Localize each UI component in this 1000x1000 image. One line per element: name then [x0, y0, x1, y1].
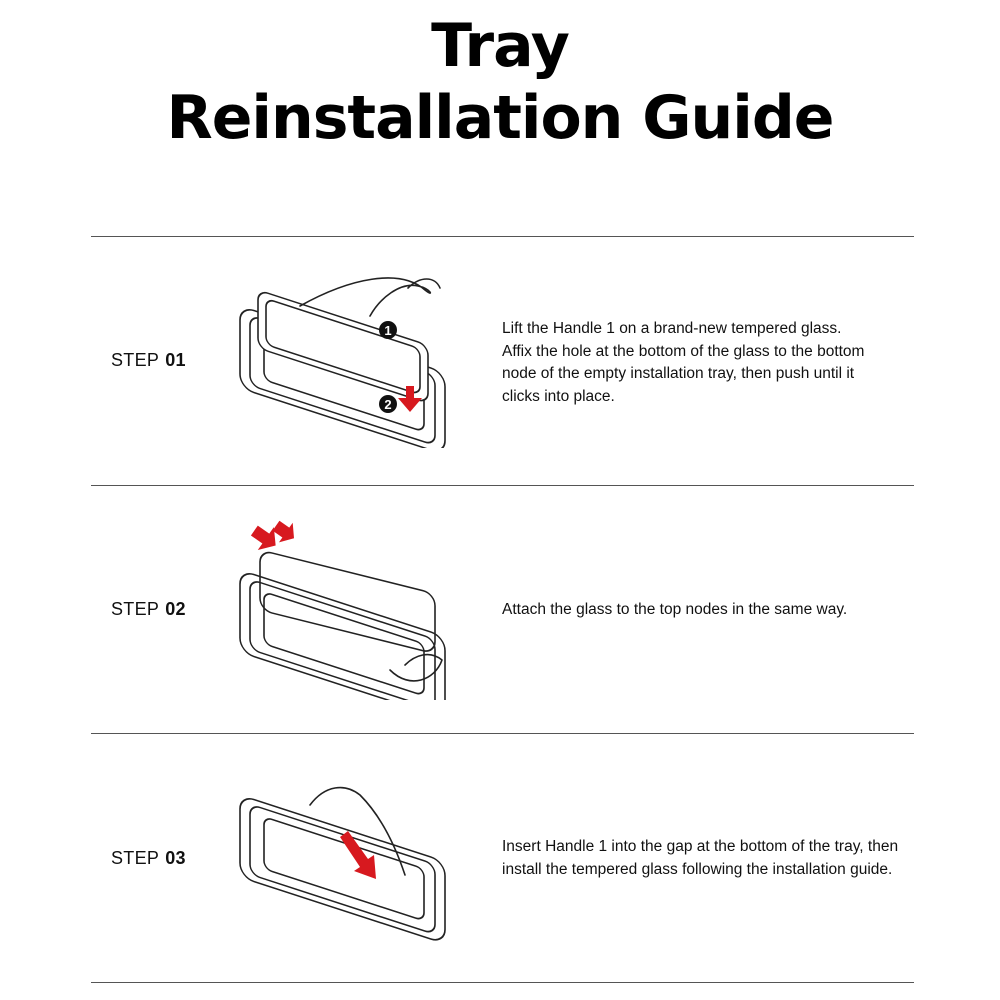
marker-1 — [379, 321, 397, 339]
description-line: node of the empty installation tray, then push until it — [502, 365, 855, 382]
step-2-label — [111, 599, 186, 620]
step-1-description — [502, 318, 922, 408]
installation-tray — [240, 795, 445, 944]
marker-1-label: 1 — [384, 323, 392, 338]
description-line: install the tempered glass following the installation guide. — [502, 860, 893, 878]
step-number: 01 — [165, 350, 186, 370]
marker-2-label: 2 — [384, 397, 392, 412]
step-prefix: STEP — [111, 848, 160, 868]
step-2-illustration — [230, 520, 470, 705]
divider — [91, 982, 914, 983]
step-1-illustration — [230, 268, 470, 453]
page-title — [0, 10, 1000, 154]
step-prefix: STEP — [111, 599, 160, 619]
step-prefix: STEP — [111, 350, 160, 370]
description-line: Attach the glass to the top nodes in the same way. — [502, 601, 848, 618]
step-1-label — [111, 350, 186, 371]
description-line: Affix the hole at the bottom of the glass to the bottom — [502, 342, 865, 360]
divider — [91, 485, 914, 486]
step-3-label — [111, 848, 186, 869]
divider — [91, 733, 914, 734]
step-3-illustration — [230, 775, 470, 950]
description-line: clicks into place. — [502, 387, 615, 405]
title-line-1: Tray — [431, 11, 569, 81]
step-3-description — [502, 836, 922, 881]
divider — [91, 236, 914, 237]
step-2-description — [502, 599, 922, 622]
step-number: 03 — [165, 848, 186, 868]
description-line: Insert Handle 1 into the gap at the bottom of the tray, then — [502, 838, 899, 855]
marker-2 — [379, 395, 397, 413]
title-line-2: Reinstallation Guide — [166, 83, 834, 153]
step-number: 02 — [165, 599, 186, 619]
description-line: Lift the Handle 1 on a brand-new tempered glass. — [502, 320, 842, 337]
